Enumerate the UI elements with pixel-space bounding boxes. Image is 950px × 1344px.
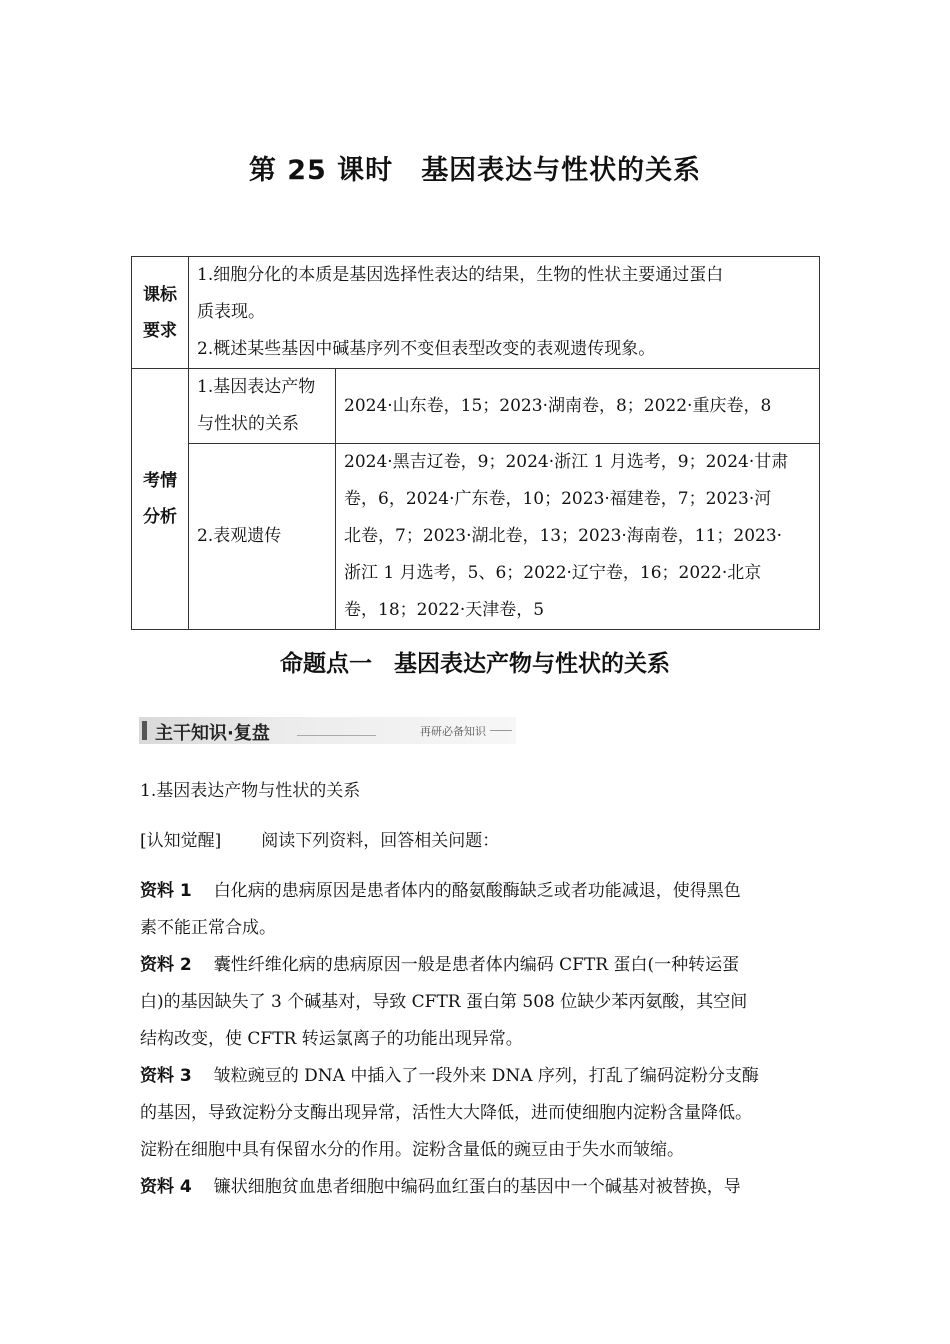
banner-bar [142, 721, 147, 740]
table-row [132, 444, 820, 630]
banner-title: 主干知识·复盘 [155, 723, 270, 744]
lesson-title [0, 148, 950, 187]
sub-topic-2: 2.表观遗传 [189, 444, 336, 630]
row-label-exam-analysis: 考情 分析 [132, 369, 189, 630]
material-2: 资料 2 囊性纤维化病的患病原因一般是患者体内编码 CFTR 蛋白(一种转运蛋 白)的基因缺失了 3 个碱基对，导致 CFTR 蛋白第 508 位缺少苯丙氨酸，其空间 结构改变，使 CFTR 转运氯离子的功能出现异常。 [140, 955, 748, 1049]
lesson-topic: 基因表达与性状的关系 [421, 155, 702, 186]
section-heading: 命题点一 基因表达产物与性状的关系 [280, 651, 670, 677]
subheading-1: 1.基因表达产物与性状的关系 [140, 781, 361, 801]
banner-rule-end [490, 730, 512, 731]
lesson-number: 第 25 课时 [248, 155, 394, 186]
sub-topic-2-exams: 2024·黑吉辽卷，9；2024·浙江 1 月选考，9；2024·甘肃 卷，6，2024·广东卷，10；2023·福建卷，7；2023·河 北卷，7；2023·湖北卷，13；2023·海南卷，11；2023· 浙江 1 月选考，5、6；2022·辽宁卷，16；2022·北京 卷，18；2022·天津卷，5 [336, 444, 820, 630]
material-4: 资料 4 镰状细胞贫血患者细胞中编码血红蛋白的基因中一个碱基对被替换，导 [140, 1177, 741, 1197]
banner-rule [297, 735, 376, 736]
standards-content: 1.细胞分化的本质是基因选择性表达的结果，生物的性状主要通过蛋白 质表现。 2.概述某些基因中碱基序列不变但表型改变的表观遗传现象。 [189, 257, 820, 369]
sub-topic-1-exams: 2024·山东卷，15；2023·湖南卷，8；2022·重庆卷，8 [336, 369, 820, 444]
table-row [132, 369, 820, 444]
sub-topic-1: 1.基因表达产物 与性状的关系 [189, 369, 336, 444]
material-3: 资料 3 皱粒豌豆的 DNA 中插入了一段外来 DNA 序列，打乱了编码淀粉分支酶 的基因，导致淀粉分支酶出现异常，活性大大降低，进而使细胞内淀粉含量降低。 淀粉在细胞中具有保留水分的作用。淀粉含量低的豌豆由于失水而皱缩。 [140, 1066, 759, 1160]
material-1: 资料 1 白化病的患病原因是患者体内的酪氨酸酶缺乏或者功能减退，使得黑色 素不能正常合成。 [140, 881, 741, 938]
prompt-line: [认知觉醒] 阅读下列资料，回答相关问题： [140, 831, 500, 851]
curriculum-table [131, 256, 820, 630]
row-label-standards: 课标 要求 [132, 257, 189, 369]
banner-subtitle: 再研必备知识 [420, 725, 486, 738]
table-row [132, 257, 820, 369]
knowledge-banner [139, 717, 516, 744]
